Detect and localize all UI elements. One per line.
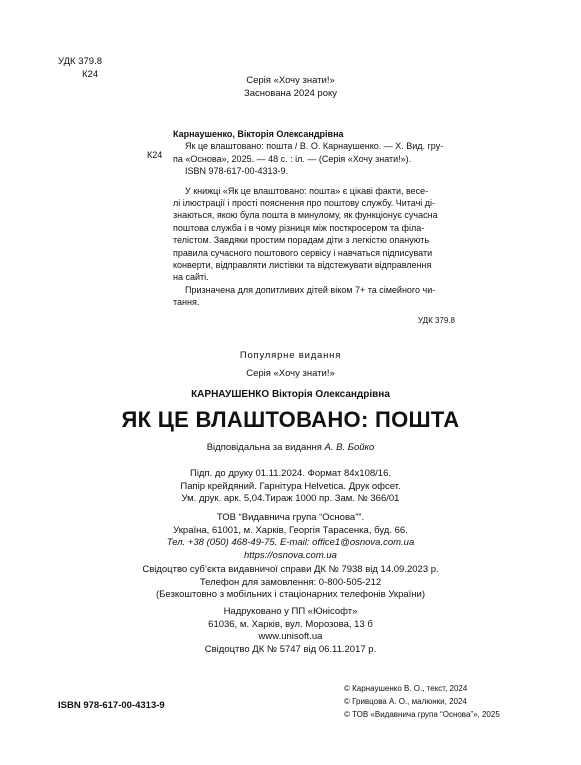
author-mark: К24 bbox=[82, 69, 99, 80]
responsible-name: А. В. Бойко bbox=[324, 442, 375, 453]
audience-line: Призначена для допитливих дітей віком 7+ та сімейного чи- bbox=[185, 284, 436, 295]
author-name: КАРНАУШЕНКО Вікторія Олександрівна bbox=[191, 389, 390, 400]
series-header bbox=[0, 74, 581, 100]
series-name-mid: Серія «Хочу знати!» bbox=[246, 368, 335, 379]
print-info bbox=[0, 468, 581, 506]
print-info-line: Підп. до друку 01.11.2024. Формат 84x108/16. bbox=[189, 468, 391, 479]
annotation-line: У книжці «Як це влаштовано: пошта» є цікаві факти, весе- bbox=[185, 185, 429, 196]
udk-line: УДК 379.8 bbox=[58, 56, 102, 67]
printer-line: Свідоцтво ДК № 5747 від 06.11.2017 р. bbox=[204, 643, 377, 655]
isbn: ISBN 978-617-00-4313-9 bbox=[58, 700, 165, 711]
catalog-isbn: ISBN 978-617-00-4313-9. bbox=[185, 166, 289, 177]
catalog-author: Карнаушенко, Вікторія Олександрівна bbox=[173, 129, 344, 139]
author-mark-side: К24 bbox=[147, 150, 163, 160]
copyright-line: © Гривцова А. О., малюнки, 2024 bbox=[344, 697, 467, 706]
catalog-entry bbox=[173, 128, 455, 327]
order-phone-line: Телефон для замовлення: 0-800-505-212 bbox=[199, 576, 382, 588]
responsible-editor bbox=[0, 442, 581, 453]
print-info-line: Папір крейдяний. Гарнітура Helvetica. Друк офсет. bbox=[180, 480, 401, 492]
annotation-line: правила сучасного поштового сервісу і навчаться підписувати bbox=[173, 247, 433, 258]
annotation-line: поштова служба і в чому різниця між посткросером та філа- bbox=[173, 222, 425, 233]
annotation-line: телістом. Завдяки простим порадам діти з легкістю опанують bbox=[173, 235, 430, 246]
printer-info bbox=[0, 606, 581, 656]
catalog-udk: УДК 379.8 bbox=[417, 315, 455, 325]
annotation-line: лі ілюстрації і прості пояснення про поштову службу. Читачі ді- bbox=[173, 198, 436, 209]
copyright-line: © ТОВ «Видавнича група “Основа”», 2025 bbox=[344, 710, 500, 719]
printer-line: Надруковано у ПП «Юнісофт» bbox=[223, 606, 358, 617]
certificate-line: Свідоцтво суб’єкта видавничої справи ДК № 7938 від 14.09.2023 р. bbox=[142, 564, 439, 575]
edition-type: Популярне видання bbox=[239, 350, 342, 361]
catalog-desc-line: Як це влаштовано: пошта / В. О. Карнаушенко. — Х. Вид. гру- bbox=[185, 141, 444, 152]
free-call-note: (Безкоштовно з мобільних і стаціонарних телефонів України) bbox=[155, 589, 426, 601]
publisher-line: Україна, 61001, м. Харків, Георгія Тарасенка, буд. 66. bbox=[173, 524, 408, 536]
responsible-label: Відповідальна за видання bbox=[206, 442, 322, 453]
printer-line: 61036, м. Харків, вул. Морозова, 13 б bbox=[208, 618, 373, 630]
annotation-line: на сайті. bbox=[173, 272, 209, 283]
series-name: Серія «Хочу знати!» bbox=[246, 75, 335, 86]
print-info-line: Ум. друк. арк. 5,04.Тираж 1000 пр. Зам. № 366/01 bbox=[181, 493, 400, 505]
certificate-info bbox=[0, 564, 581, 602]
copyright-block bbox=[344, 682, 500, 721]
publisher-line: Тел. +38 (050) 468-49-75. E-mail: office1@osnova.com.ua bbox=[166, 537, 415, 549]
publisher-website: https://osnova.com.ua bbox=[244, 549, 337, 561]
annotation-line: знаються, якою була пошта в минулому, як функціонує сучасна bbox=[173, 210, 438, 221]
copyright-line: © Карнаушенко В. О., текст, 2024 bbox=[344, 684, 468, 693]
book-title: ЯК ЦЕ ВЛАШТОВАНО: ПОШТА bbox=[121, 407, 460, 432]
annotation-line: конверти, відправляти листівки та відстежувати відправлення bbox=[173, 260, 432, 271]
audience-line: тання. bbox=[173, 297, 200, 308]
printer-line: www.unisoft.ua bbox=[258, 631, 323, 643]
publisher-info bbox=[0, 512, 581, 562]
series-founded: Заснована 2024 року bbox=[243, 88, 338, 99]
catalog-desc-line: па «Основа», 2025. — 48 с. : іл. — (Серія «Хочу знати!»). bbox=[173, 153, 412, 164]
publisher-line: ТОВ “Видавнича група “Основа””. bbox=[216, 512, 365, 523]
